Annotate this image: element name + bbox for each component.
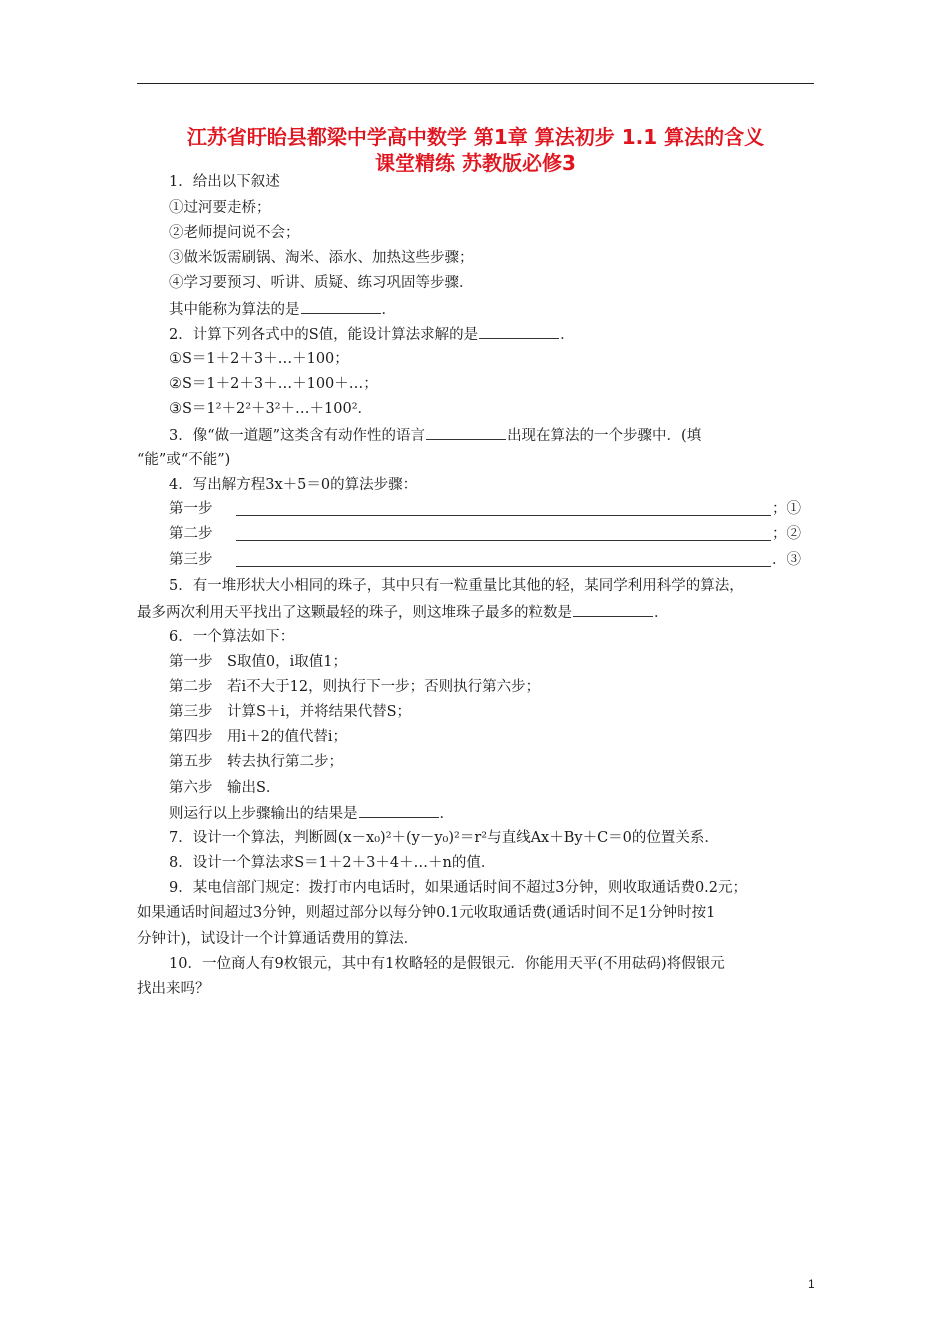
q4-step2-label: 第二步 — [169, 526, 213, 542]
q2-option-1: ①S＝1＋2＋3＋…＋100； — [169, 351, 349, 367]
q9-line-3: 分钟计)，试设计一个计算通话费用的算法． — [137, 931, 419, 947]
q6-step-3: 第三步 计算S＋i，并将结果代替S； — [169, 704, 412, 720]
header-rule — [137, 83, 814, 84]
q2-stem — [169, 324, 575, 345]
q4-step3-blank[interactable] — [236, 566, 771, 567]
q6-step-4: 第四步 用i＋2的值代替i； — [169, 729, 347, 745]
q6-ask-text: 则运行以上步骤输出的结果是 — [169, 806, 358, 822]
q1-option-1: ①过河要走桥； — [169, 200, 271, 216]
q3-text-b: 出现在算法的一个步骤中．(填 — [507, 428, 702, 444]
q5-line-2-text: 最多两次利用天平找出了这颗最轻的珠子，则这堆珠子最多的粒数是 — [137, 605, 572, 621]
q4-step2-end: ；② — [772, 526, 801, 542]
q6-step-1: 第一步 S取值0，i取值1； — [169, 654, 348, 670]
q1-option-4: ④学习要预习、听讲、质疑、练习巩固等步骤． — [169, 275, 474, 291]
q2-option-3: ③S＝1²＋2²＋3²＋…＋100²． — [169, 401, 373, 417]
q1-ask-end: ． — [381, 302, 396, 318]
q5-line-2-end: ． — [654, 605, 669, 621]
q5-line-2 — [137, 602, 669, 623]
q4-stem: 4．写出解方程3x＋5＝0的算法步骤： — [169, 477, 418, 493]
q5-answer-blank[interactable] — [573, 602, 653, 617]
q6-answer-blank[interactable] — [359, 803, 439, 818]
q6-question — [169, 803, 454, 824]
q6-step-2: 第二步 若i不大于12，则执行下一步；否则执行第六步； — [169, 679, 541, 695]
q5-line-1: 5．有一堆形状大小相同的珠子，其中只有一粒重量比其他的轻，某同学利用科学的算法， — [169, 578, 744, 594]
q4-step1-end: ；① — [772, 501, 801, 517]
q6-stem: 6．一个算法如下： — [169, 629, 295, 645]
q1-answer-blank[interactable] — [301, 299, 381, 314]
q1-ask-text: 其中能称为算法的是 — [169, 302, 300, 318]
q4-step3-end: ．③ — [772, 552, 801, 568]
q3-line-1 — [169, 425, 701, 446]
q4-step3-label: 第三步 — [169, 552, 213, 568]
page-number: 1 — [808, 1277, 815, 1291]
q6-ask-end: ． — [439, 806, 454, 822]
q4-step1-label: 第一步 — [169, 501, 213, 517]
q3-answer-blank[interactable] — [426, 425, 506, 440]
q3-text-a: 3．像“做一道题”这类含有动作性的语言 — [169, 428, 426, 444]
q9-line-1: 9．某电信部门规定：拨打市内电话时，如果通话时间不超过3分钟，则收取通话费0.2元； — [169, 880, 748, 896]
q2-stem-text: 2．计算下列各式中的S值，能设计算法求解的是 — [169, 327, 479, 343]
q3-line-2: “能”或“不能”) — [137, 452, 231, 468]
q6-step-6: 第六步 输出S． — [169, 780, 281, 796]
q1-question — [169, 299, 396, 320]
q7-text: 7．设计一个算法，判断圆(x－x₀)²＋(y－y₀)²＝r²与直线Ax＋By＋C＝0的位置关系． — [169, 830, 719, 846]
q4-step2-blank[interactable] — [236, 540, 771, 541]
q10-line-2: 找出来吗？ — [137, 981, 210, 997]
q1-stem: 1．给出以下叙述 — [169, 174, 280, 190]
q4-step1-blank[interactable] — [236, 515, 771, 516]
q2-answer-blank[interactable] — [479, 324, 559, 339]
q1-option-2: ②老师提问说不会； — [169, 225, 300, 241]
document-title-line2: 课堂精练 苏教版必修3 — [375, 151, 576, 175]
document-title-line1: 江苏省盱眙县都梁中学高中数学 第1章 算法初步 1.1 算法的含义 — [186, 125, 765, 149]
q2-option-2: ②S＝1＋2＋3＋…＋100＋…； — [169, 376, 378, 392]
q6-step-5: 第五步 转去执行第二步； — [169, 754, 343, 770]
q2-stem-end: ． — [560, 327, 575, 343]
q10-line-1: 10．一位商人有9枚银元，其中有1枚略轻的是假银元．你能用天平(不用砝码)将假银元 — [169, 956, 725, 972]
q8-text: 8．设计一个算法求S＝1＋2＋3＋4＋…＋n的值． — [169, 855, 496, 871]
q9-line-2: 如果通话时间超过3分钟，则超过部分以每分钟0.1元收取通话费(通话时间不足1分钟时按1 — [137, 905, 716, 921]
q1-option-3: ③做米饭需刷锅、淘米、添水、加热这些步骤； — [169, 250, 474, 266]
